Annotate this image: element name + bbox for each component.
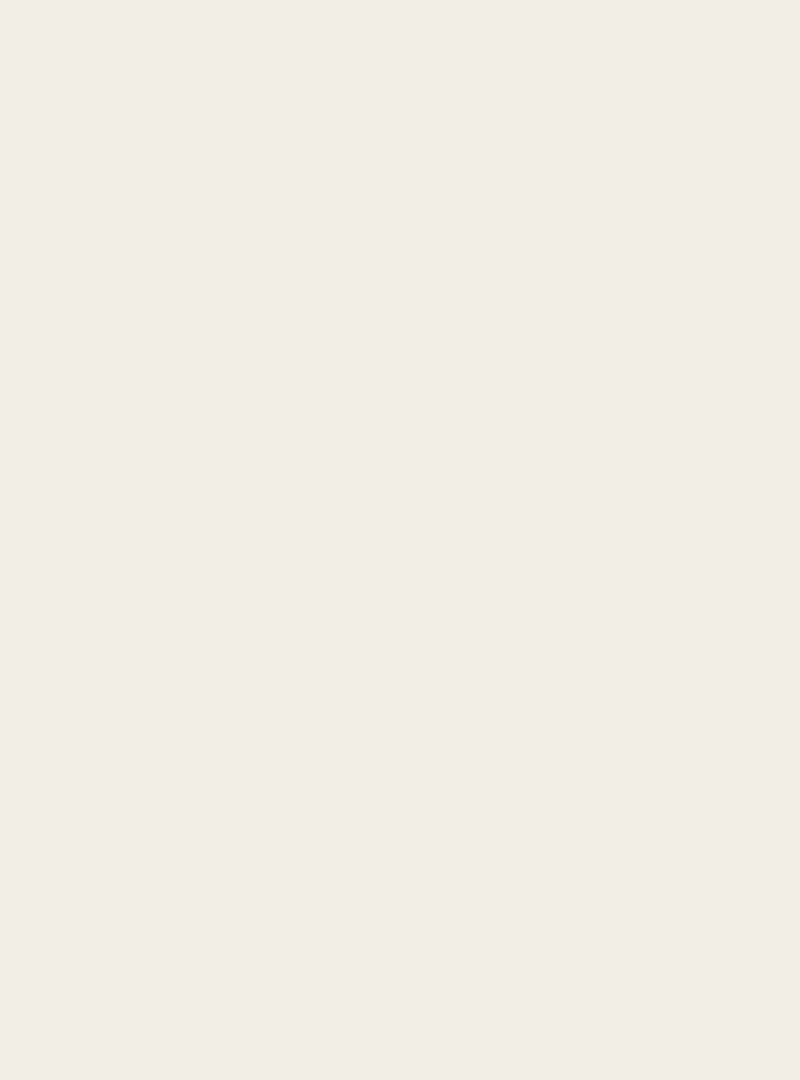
page-footer (0, 1035, 800, 1065)
